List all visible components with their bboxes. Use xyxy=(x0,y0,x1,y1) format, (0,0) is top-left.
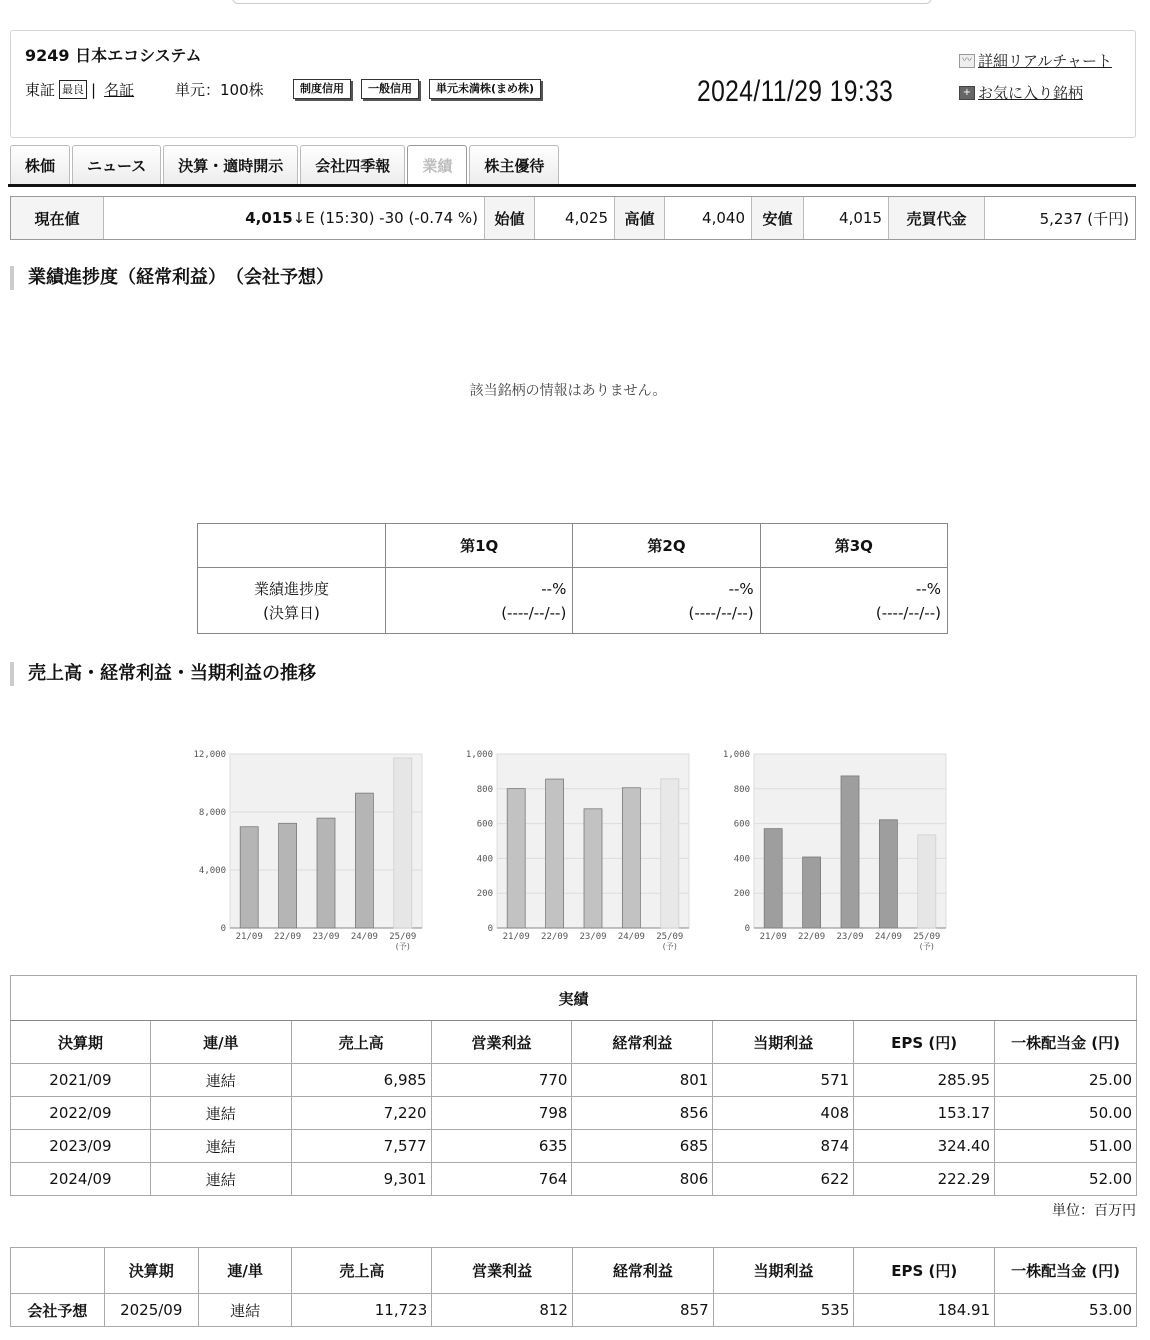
results-cell: 764 xyxy=(431,1163,572,1196)
progress-row-label: 業績進捗度 (決算日) xyxy=(198,568,386,634)
y-tick-label: 12,000 xyxy=(193,750,226,760)
forecast-cell: 連結 xyxy=(198,1294,292,1327)
results-header-cell: 売上高 xyxy=(291,1021,431,1064)
results-cell: 52.00 xyxy=(995,1163,1137,1196)
results-row xyxy=(11,1130,1137,1163)
forecast-cell: 11,723 xyxy=(292,1294,432,1327)
high-value: 4,040 xyxy=(665,197,752,239)
x-tick-label: 23/09 xyxy=(579,932,607,942)
other-exchange-link[interactable]: 名証 xyxy=(104,81,135,99)
forecast-header-cell: 一株配当金 (円) xyxy=(995,1248,1137,1294)
datetime: 2024/11/29 19:33 xyxy=(697,75,894,108)
bar xyxy=(879,820,897,928)
results-cell: 571 xyxy=(713,1064,854,1097)
low-value: 4,015 xyxy=(804,197,889,239)
forecast-header-cell: 連/単 xyxy=(198,1248,292,1294)
open-value: 4,025 xyxy=(535,197,615,239)
results-cell: 222.29 xyxy=(854,1163,995,1196)
y-tick-label: 200 xyxy=(476,889,493,900)
ordinary-profit-chart xyxy=(445,740,695,955)
results-cell: 50.00 xyxy=(995,1097,1137,1130)
results-row xyxy=(11,1064,1137,1097)
forecast-corner xyxy=(11,1248,105,1294)
turnover-value: 5,237 (千円) xyxy=(1039,209,1129,228)
high-label: 高値 xyxy=(615,197,665,239)
price-row xyxy=(10,196,1136,240)
x-tick-label: 25/09 xyxy=(913,932,941,942)
x-tick-label: 24/09 xyxy=(617,932,645,942)
results-cell: 2024/09 xyxy=(11,1163,151,1196)
col-q3: 第3Q xyxy=(760,524,947,568)
stock-header xyxy=(10,30,1136,138)
results-table xyxy=(10,975,1137,1196)
results-cell: 798 xyxy=(431,1097,572,1130)
results-cell: 2021/09 xyxy=(11,1064,151,1097)
no-info-message: 該当銘柄の情報はありません。 xyxy=(469,383,667,399)
y-tick-label: 4,000 xyxy=(198,866,226,876)
progress-q2: --% (----/--/--) xyxy=(573,568,760,634)
x-tick-label: 22/09 xyxy=(541,932,569,942)
tab-shareholder-benefits[interactable]: 株主優待 xyxy=(469,145,559,185)
bar-forecast xyxy=(661,779,679,928)
results-cell: 324.40 xyxy=(854,1130,995,1163)
progress-q1: --% (----/--/--) xyxy=(386,568,573,634)
results-cell: 685 xyxy=(572,1130,713,1163)
forecast-note: (予) xyxy=(395,942,410,951)
plus-icon: + xyxy=(959,86,975,100)
net-profit-chart xyxy=(702,740,952,955)
y-tick-label: 1,000 xyxy=(722,750,750,760)
forecast-cell: 535 xyxy=(713,1294,854,1327)
results-cell: 856 xyxy=(572,1097,713,1130)
forecast-header-cell: 当期利益 xyxy=(713,1248,854,1294)
current-price-detail: ↓E (15:30) -30 (-0.74 %) xyxy=(292,209,478,227)
progress-q3: --% (----/--/--) xyxy=(760,568,947,634)
header-links xyxy=(959,45,1112,109)
x-tick-label: 24/09 xyxy=(874,932,902,942)
results-cell: 連結 xyxy=(150,1097,291,1130)
current-price-value: 4,015 xyxy=(245,209,293,227)
forecast-header-cell: EPS (円) xyxy=(854,1248,995,1294)
trading-unit: 単元：100株 xyxy=(175,81,264,99)
col-q1: 第1Q xyxy=(386,524,573,568)
stock-name: 日本エコシステム xyxy=(75,46,202,65)
bar xyxy=(622,788,640,928)
results-cell: 9,301 xyxy=(291,1163,431,1196)
y-tick-label: 200 xyxy=(733,889,750,900)
bar xyxy=(240,827,258,928)
results-cell: 874 xyxy=(713,1130,854,1163)
y-tick-label: 1,000 xyxy=(465,750,493,760)
progress-table xyxy=(197,523,948,634)
bar xyxy=(507,789,525,928)
header-top-edge xyxy=(232,0,932,4)
bar xyxy=(279,823,297,928)
results-row xyxy=(11,1097,1137,1130)
low-label: 安値 xyxy=(752,197,804,239)
y-tick-label: 800 xyxy=(476,784,493,795)
results-header-cell: 営業利益 xyxy=(431,1021,572,1064)
y-tick-label: 0 xyxy=(220,924,226,934)
forecast-note: (予) xyxy=(919,942,934,951)
results-cell: 635 xyxy=(431,1130,572,1163)
bar-forecast xyxy=(394,758,412,928)
open-label: 始値 xyxy=(485,197,535,239)
results-header-cell: EPS (円) xyxy=(854,1021,995,1064)
bar xyxy=(355,793,373,928)
results-cell: 285.95 xyxy=(854,1064,995,1097)
results-header-cell: 経常利益 xyxy=(572,1021,713,1064)
results-cell: 7,220 xyxy=(291,1097,431,1130)
results-cell: 連結 xyxy=(150,1163,291,1196)
ordinary-profit-chart-svg xyxy=(445,740,695,955)
forecast-cell: 857 xyxy=(572,1294,713,1327)
tab-shikiho[interactable]: 会社四季報 xyxy=(300,145,405,185)
progress-corner xyxy=(198,524,386,568)
results-cell: 622 xyxy=(713,1163,854,1196)
current-price-label: 現在値 xyxy=(11,197,104,239)
results-cell: 2022/09 xyxy=(11,1097,151,1130)
market-info xyxy=(25,79,134,100)
forecast-row-label: 会社予想 xyxy=(11,1294,105,1327)
x-tick-label: 24/09 xyxy=(350,932,378,942)
forecast-header-cell: 売上高 xyxy=(292,1248,432,1294)
results-cell: 連結 xyxy=(150,1130,291,1163)
forecast-note: (予) xyxy=(662,942,677,951)
bar xyxy=(317,818,335,928)
results-cell: 153.17 xyxy=(854,1097,995,1130)
y-tick-label: 400 xyxy=(733,854,750,865)
credit-tags xyxy=(293,79,541,99)
trend-section-title: 売上高・経常利益・当期利益の推移 xyxy=(10,662,316,686)
results-header-cell: 決算期 xyxy=(11,1021,151,1064)
tab-news[interactable]: ニュース xyxy=(72,145,161,185)
bar xyxy=(584,809,602,928)
results-header-cell: 当期利益 xyxy=(713,1021,854,1064)
x-tick-label: 25/09 xyxy=(389,932,417,942)
net-profit-chart-svg xyxy=(702,740,952,955)
sales-chart-svg xyxy=(178,740,428,955)
results-cell: 770 xyxy=(431,1064,572,1097)
tag-margin-system: 制度信用 xyxy=(293,79,351,99)
bar xyxy=(764,829,782,928)
results-cell: 806 xyxy=(572,1163,713,1196)
favorite-link[interactable]: + お気に入り銘柄 xyxy=(959,77,1112,109)
bar xyxy=(803,857,821,928)
forecast-header-cell: 決算期 xyxy=(104,1248,198,1294)
bar xyxy=(841,776,859,928)
exchange-separator: | xyxy=(91,80,97,99)
tab-earnings-disclosure[interactable]: 決算・適時開示 xyxy=(163,145,298,185)
y-tick-label: 600 xyxy=(476,819,493,830)
forecast-header-cell: 営業利益 xyxy=(432,1248,573,1294)
x-tick-label: 21/09 xyxy=(759,932,787,942)
tag-odd-lot: 単元未満株(まめ株) xyxy=(429,79,541,99)
x-tick-label: 23/09 xyxy=(836,932,864,942)
bar-forecast xyxy=(918,835,936,928)
x-tick-label: 22/09 xyxy=(798,932,826,942)
tab-divider xyxy=(8,184,1136,187)
results-row xyxy=(11,1163,1137,1196)
turnover-label: 売買代金 xyxy=(889,197,985,239)
market-badge: 最良 xyxy=(59,80,87,99)
y-tick-label: 400 xyxy=(476,854,493,865)
stock-code: 9249 xyxy=(25,46,70,65)
results-cell: 6,985 xyxy=(291,1064,431,1097)
x-tick-label: 21/09 xyxy=(502,932,530,942)
x-tick-label: 22/09 xyxy=(274,932,302,942)
results-cell: 連結 xyxy=(150,1064,291,1097)
realtime-chart-link[interactable]: 〰 詳細リアルチャート xyxy=(959,45,1112,77)
results-cell: 2023/09 xyxy=(11,1130,151,1163)
x-tick-label: 23/09 xyxy=(312,932,340,942)
stock-title xyxy=(25,43,202,66)
results-header-cell: 一株配当金 (円) xyxy=(995,1021,1137,1064)
results-cell: 801 xyxy=(572,1064,713,1097)
results-cell: 51.00 xyxy=(995,1130,1137,1163)
y-tick-label: 600 xyxy=(733,819,750,830)
x-tick-label: 25/09 xyxy=(656,932,684,942)
chart-icon: 〰 xyxy=(959,54,975,68)
tag-margin-general: 一般信用 xyxy=(361,79,419,99)
results-cell: 408 xyxy=(713,1097,854,1130)
results-header-cell: 連/単 xyxy=(150,1021,291,1064)
bar xyxy=(546,779,564,928)
sales-chart xyxy=(178,740,428,955)
forecast-cell: 184.91 xyxy=(854,1294,995,1327)
results-cell: 25.00 xyxy=(995,1064,1137,1097)
results-cell: 7,577 xyxy=(291,1130,431,1163)
tab-performance[interactable]: 業績 xyxy=(407,145,467,187)
y-tick-label: 0 xyxy=(744,924,750,934)
tab-bar xyxy=(10,145,559,187)
units-note: 単位：百万円 xyxy=(1052,1203,1136,1219)
x-tick-label: 21/09 xyxy=(235,932,263,942)
forecast-table xyxy=(10,1247,1137,1327)
progress-section-title: 業績進捗度（経常利益） （会社予想） xyxy=(10,266,334,290)
y-tick-label: 8,000 xyxy=(198,808,226,818)
forecast-cell: 53.00 xyxy=(995,1294,1137,1327)
y-tick-label: 800 xyxy=(733,784,750,795)
current-price xyxy=(104,197,485,239)
col-q2: 第2Q xyxy=(573,524,760,568)
y-tick-label: 0 xyxy=(487,924,493,934)
forecast-header-cell: 経常利益 xyxy=(572,1248,713,1294)
results-caption: 実績 xyxy=(11,976,1137,1021)
exchange-label: 東証 xyxy=(25,81,56,99)
forecast-cell: 2025/09 xyxy=(104,1294,198,1327)
forecast-cell: 812 xyxy=(432,1294,573,1327)
tab-stock-price[interactable]: 株価 xyxy=(10,145,70,185)
